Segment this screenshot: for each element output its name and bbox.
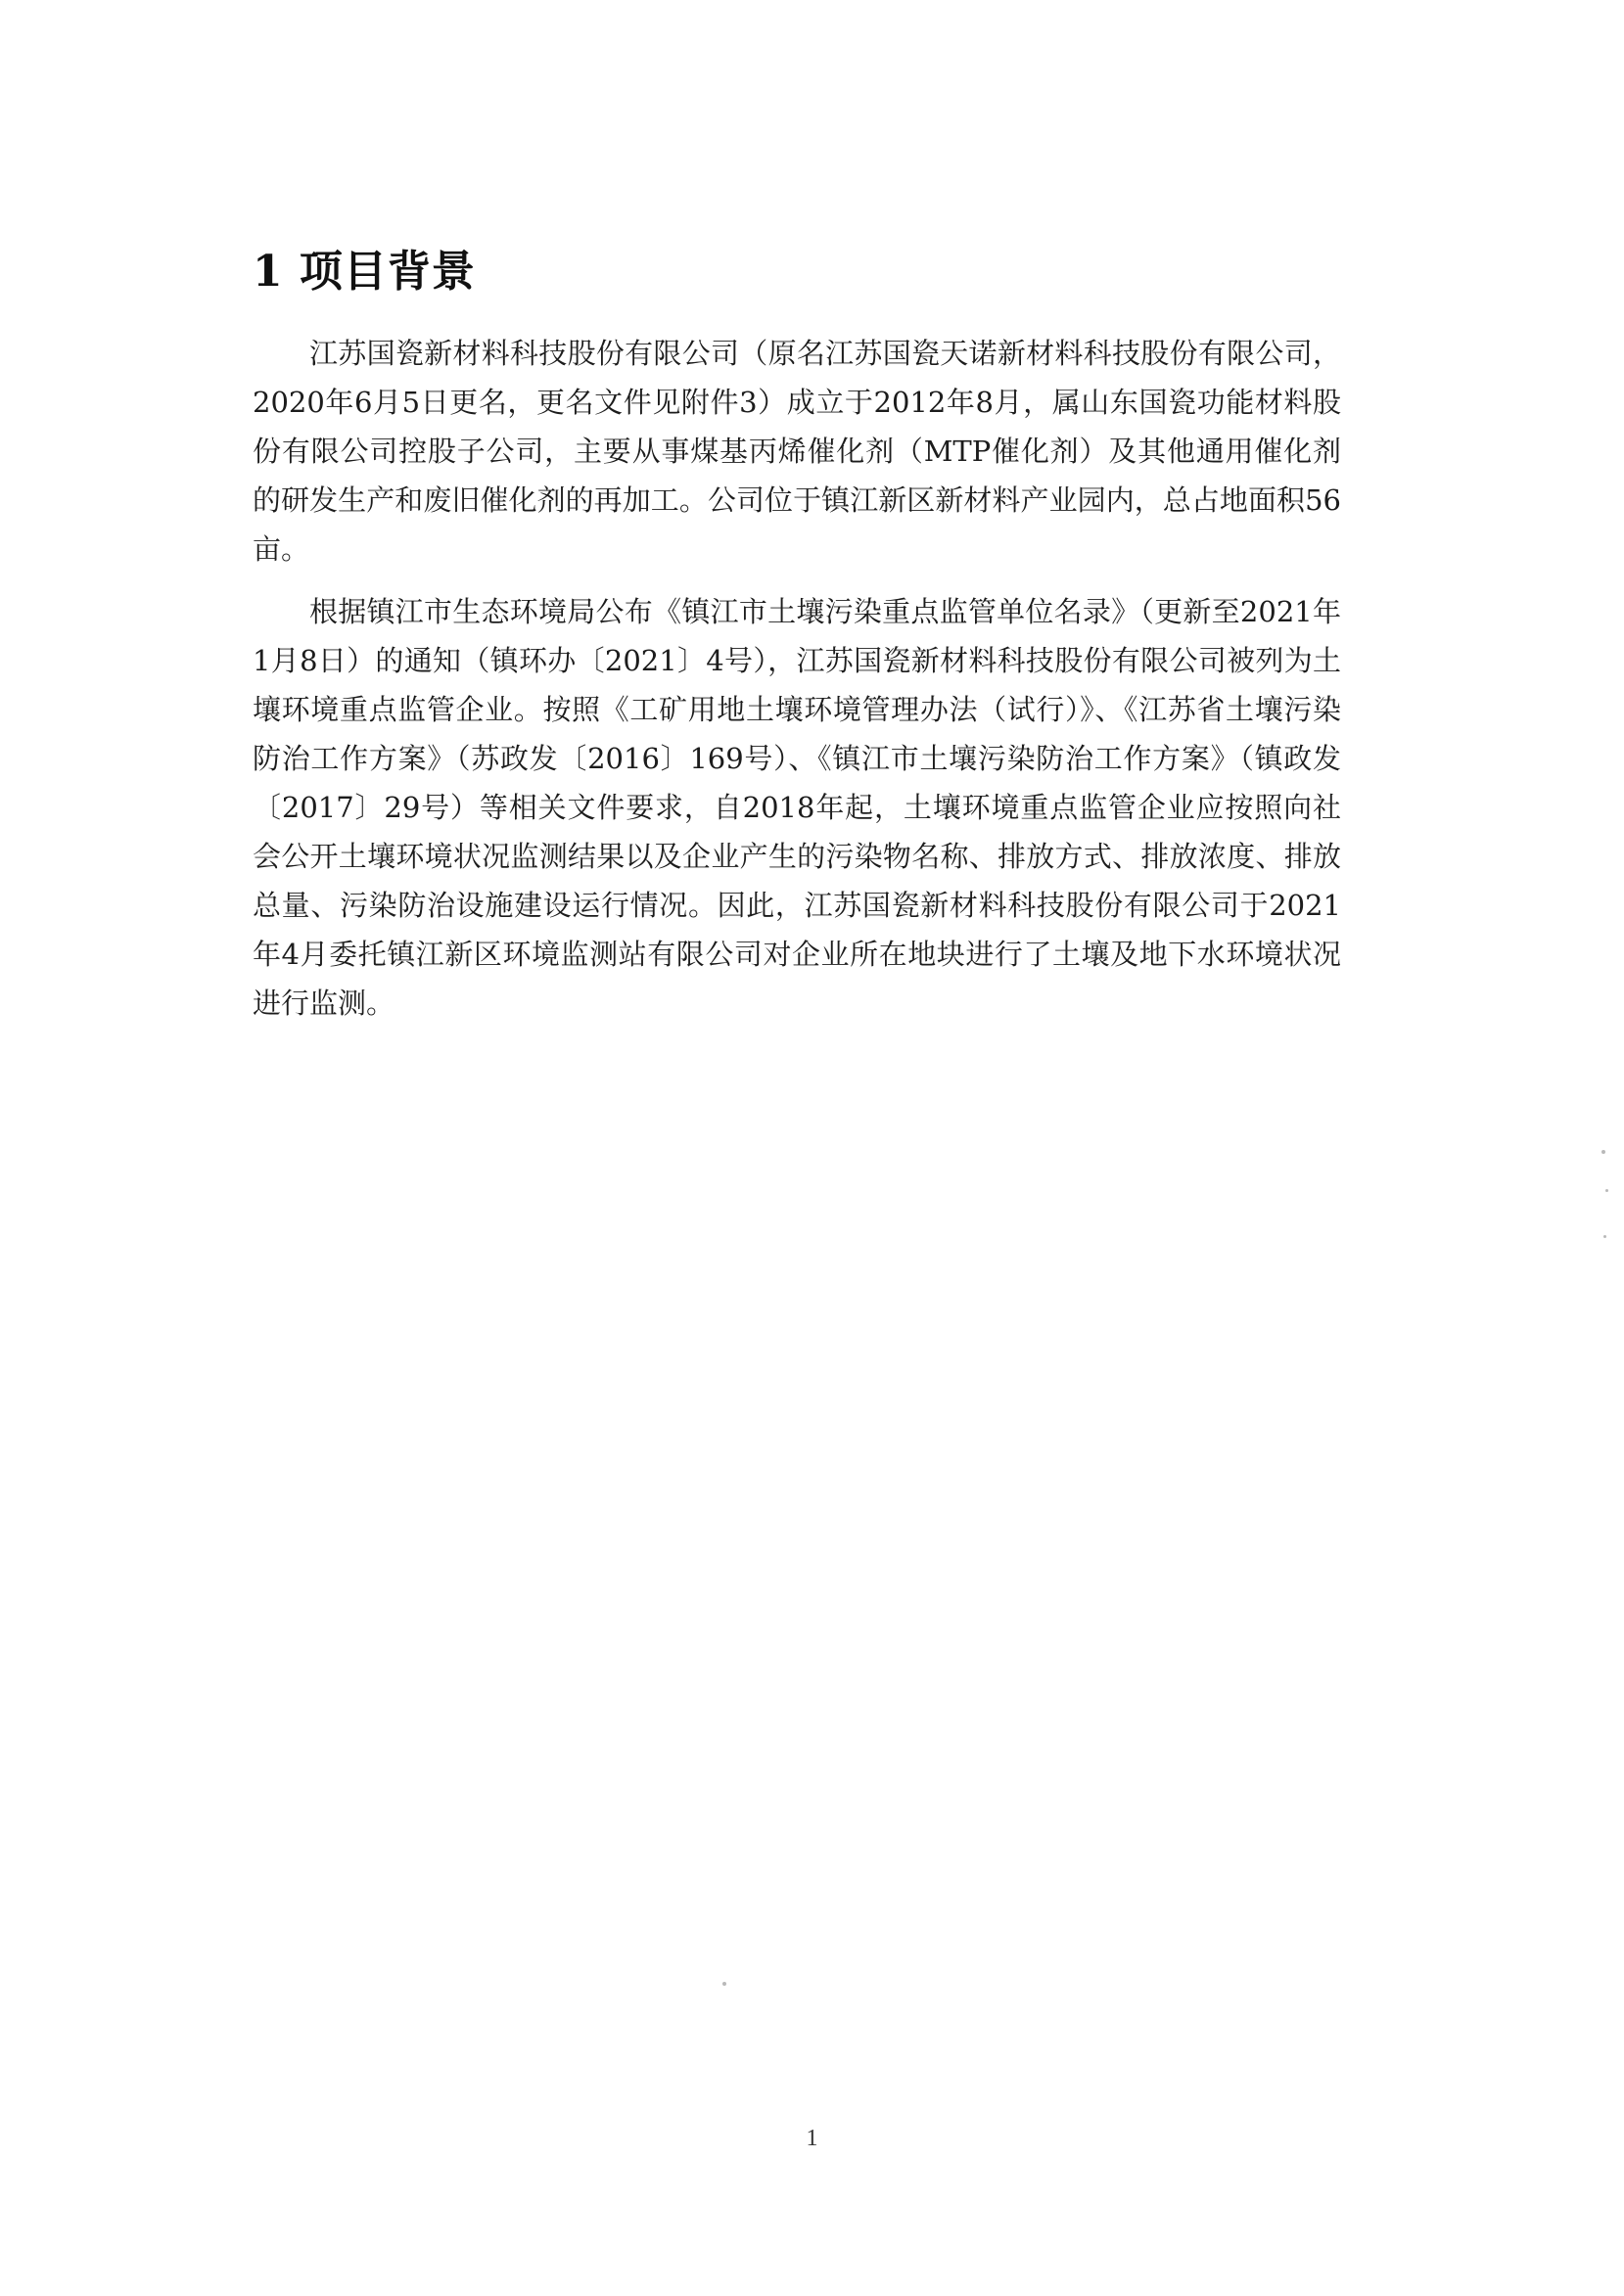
scan-speck [1601,1150,1605,1154]
section-title: 1 项目背景 [253,247,476,297]
page-number: 1 [806,2126,818,2151]
body-paragraph-2: 根据镇江市生态环境局公布《镇江市土壤污染重点监管单位名录》（更新至2021年1月8日）的通知（镇环办〔2021〕4号），江苏国瓷新材料科技股份有限公司被列为土壤环境重点监管企业。按照《工矿用地土壤环境管理办法（试行）》、《江苏省土壤污染防治工作方案》（苏政发〔2016〕169号）、《镇江市土壤污染防治工作方案》（镇政发〔2017〕29号）等相关文件要求，自2018年起，土壤环境重点监管企业应按照向社会公开土壤环境状况监测结果以及企业产生的污染物名称、排放方式、排放浓度、排放总量、污染防治设施建设运行情况。因此，江苏国瓷新材料科技股份有限公司于2021年4月委托镇江新区环境监测站有限公司对企业所在地块进行了土壤及地下水环境状况进行监测。 [253,595,1342,1020]
scan-speck [1605,1189,1608,1192]
body-paragraph-1: 江苏国瓷新材料科技股份有限公司（原名江苏国瓷天诺新材料科技股份有限公司，2020年6月5日更名，更名文件见附件3）成立于2012年8月，属山东国瓷功能材料股份有限公司控股子公司，主要从事煤基丙烯催化剂（MTP催化剂）及其他通用催化剂的研发生产和废旧催化剂的再加工。公司位于镇江新区新材料产业园内，总占地面积56亩。 [253,337,1341,566]
scan-speck [1603,1235,1606,1238]
page-content [253,243,1341,1041]
scan-speck [722,1982,726,1986]
